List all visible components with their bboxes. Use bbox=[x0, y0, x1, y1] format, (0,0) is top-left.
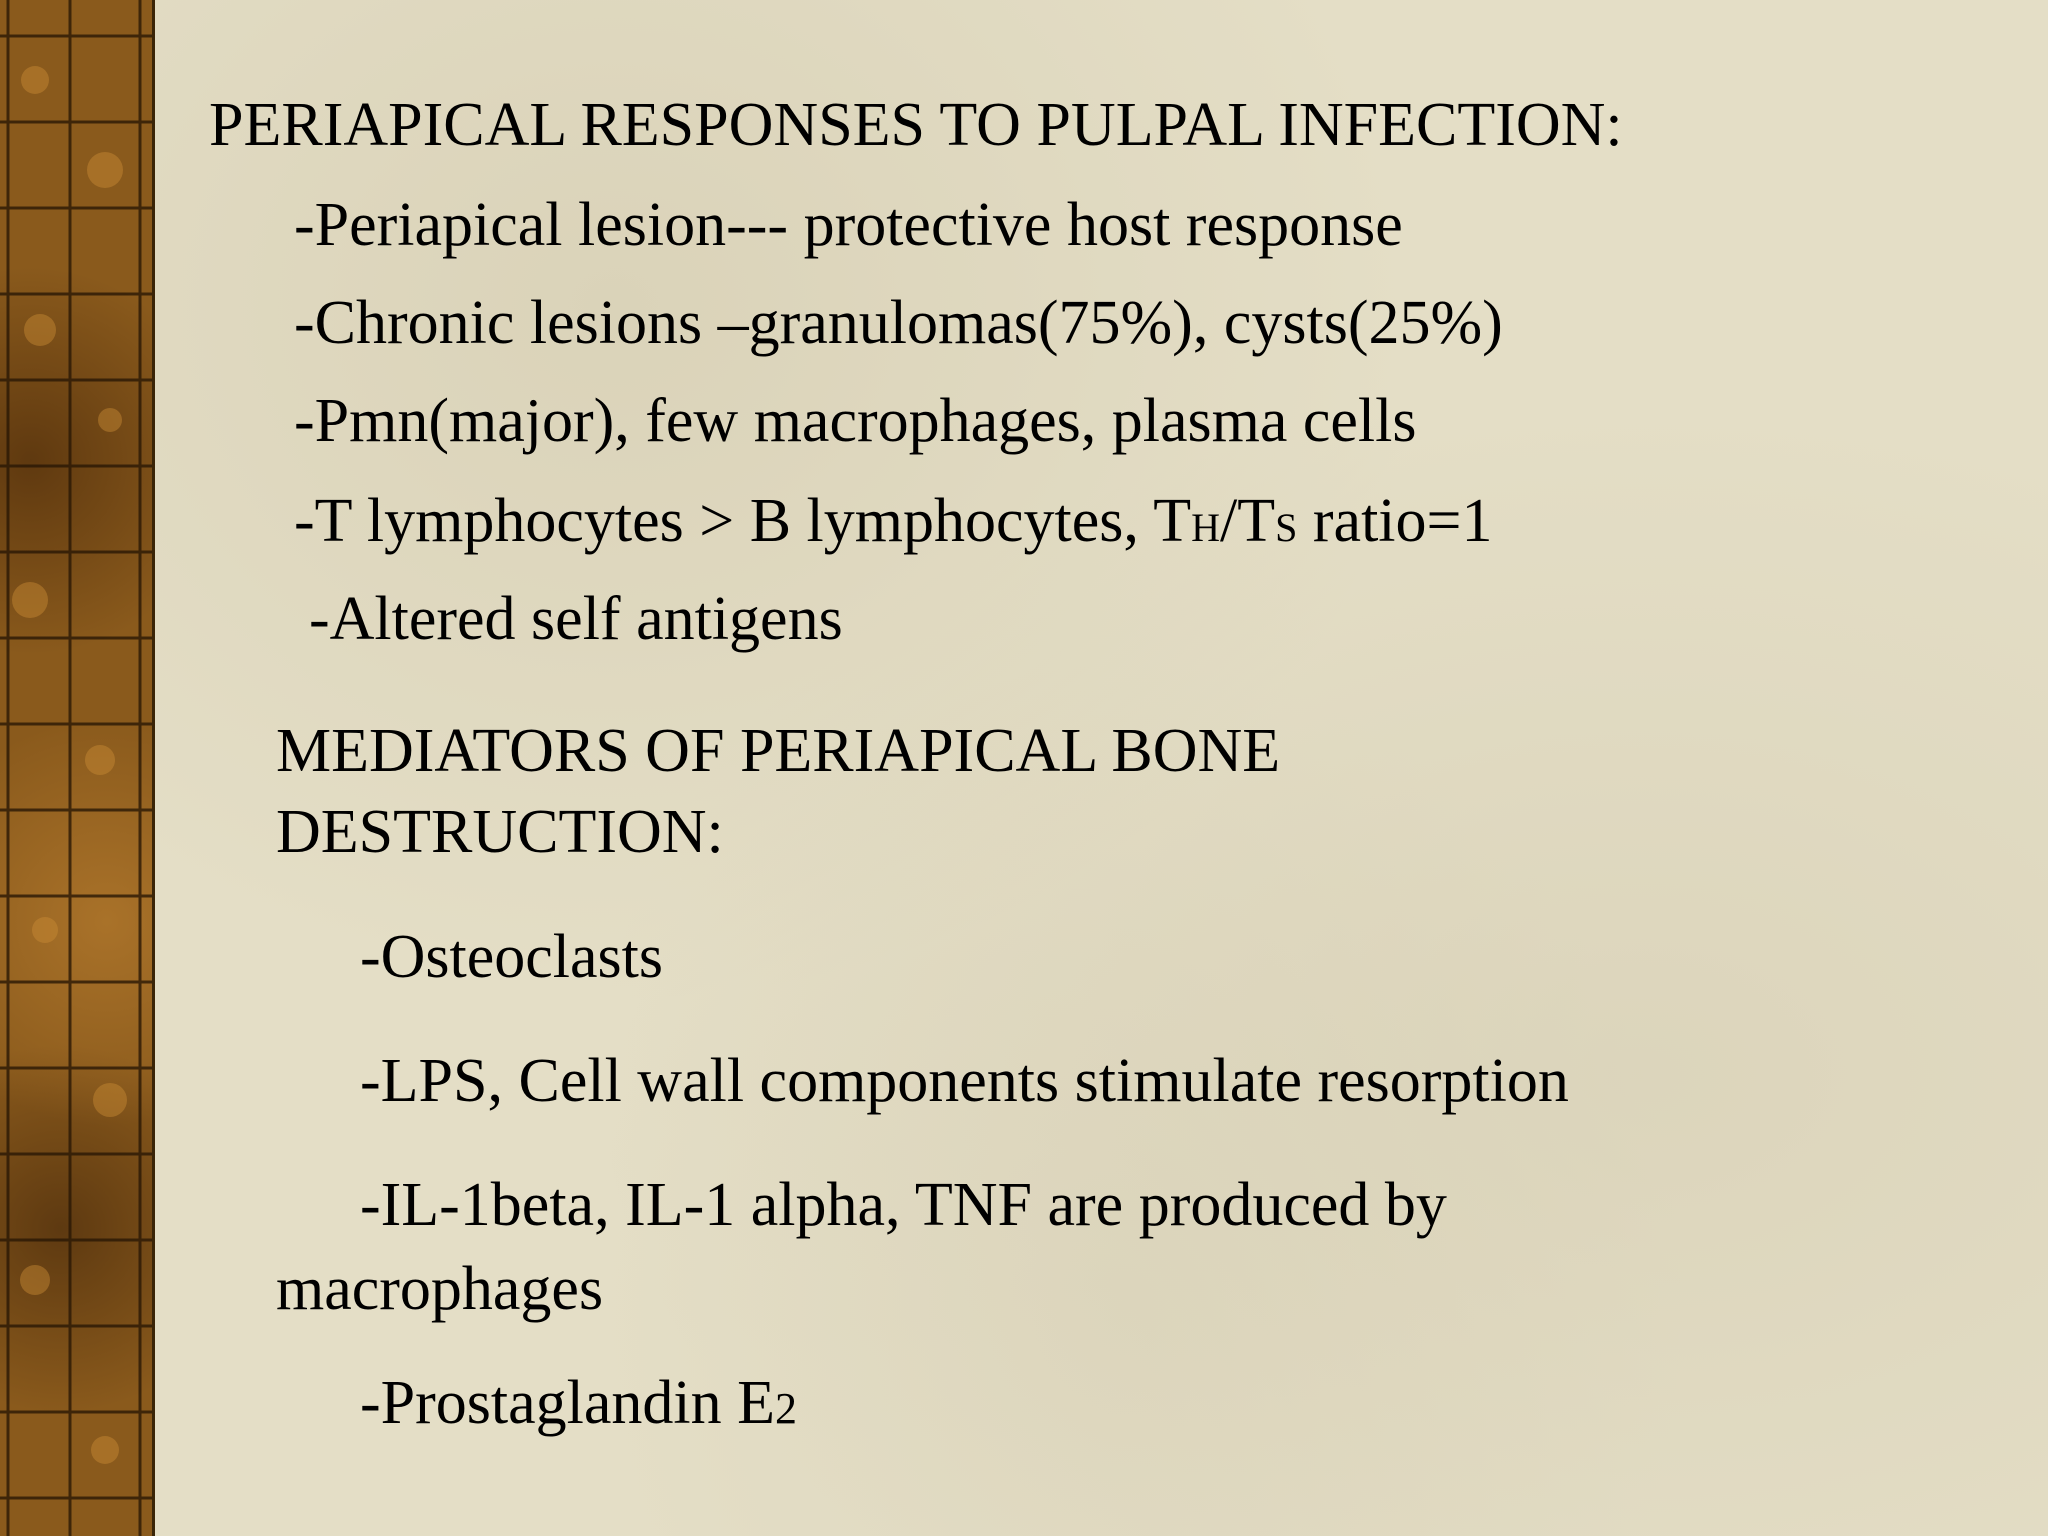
section2-item-il1-line2: macrophages bbox=[276, 1255, 604, 1323]
decorative-border bbox=[0, 0, 155, 1536]
section2-item-il1-line1: -IL-1beta, IL-1 alpha, TNF are produced by bbox=[360, 1171, 1447, 1239]
section1-heading: PERIAPICAL RESPONSES TO PULPAL INFECTION: bbox=[209, 91, 1623, 159]
section1-item-periapical-lesion: -Periapical lesion--- protective host response bbox=[294, 191, 1403, 259]
section2-item-osteoclasts: -Osteoclasts bbox=[360, 923, 664, 991]
section2-heading-line1: MEDIATORS OF PERIAPICAL BONE bbox=[276, 717, 1281, 785]
ts-subscript: S bbox=[1275, 505, 1298, 550]
e2-subscript: 2 bbox=[775, 1384, 797, 1433]
section1-item-altered-self-antigens: -Altered self antigens bbox=[309, 585, 843, 653]
section1-item-pmn: -Pmn(major), few macrophages, plasma cells bbox=[294, 387, 1417, 455]
slide-content bbox=[152, 0, 2048, 1536]
th-subscript: H bbox=[1191, 505, 1221, 550]
section2-heading-line2: DESTRUCTION: bbox=[276, 798, 724, 866]
section1-item-chronic-lesions: -Chronic lesions –granulomas(75%), cysts(25%) bbox=[294, 289, 1503, 357]
ratio-slash-text: /T bbox=[1220, 487, 1276, 555]
section1-item-t-lymphocytes bbox=[294, 486, 1493, 563]
ratio-text: ratio=1 bbox=[1297, 487, 1493, 555]
t-lymphocytes-text: -T lymphocytes > B lymphocytes, T bbox=[294, 487, 1192, 555]
section2-item-lps: -LPS, Cell wall components stimulate resorption bbox=[360, 1047, 1569, 1115]
border-grid-pattern bbox=[0, 0, 152, 1536]
prostaglandin-text: -Prostaglandin E bbox=[360, 1369, 775, 1437]
section2-item-prostaglandin bbox=[360, 1368, 797, 1444]
